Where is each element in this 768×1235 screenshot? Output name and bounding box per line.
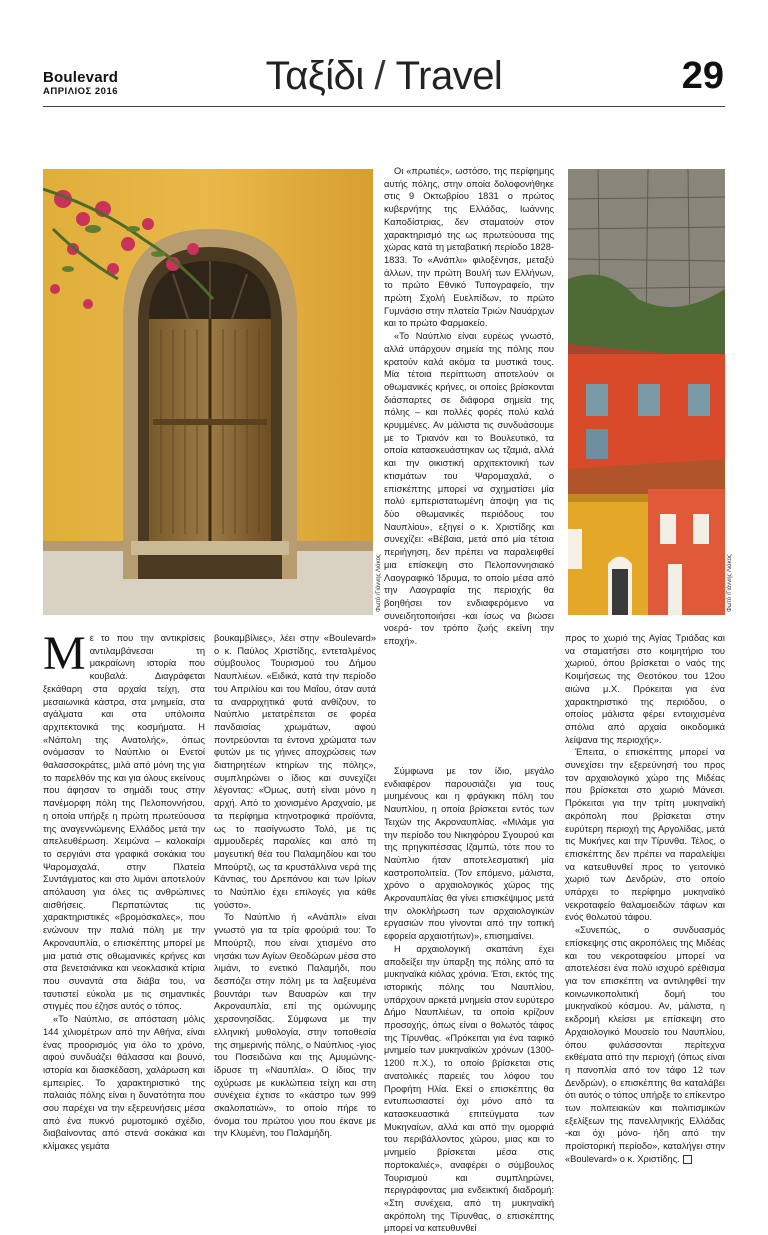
left-photo-credit: Φωτό /Γιάννης Λιάκος bbox=[376, 554, 382, 612]
lead-text: ε το που την αντικρίσεις αντιλαμβάνεσαι τη μακραίωνη ιστορία που κουβαλά. Διαγράφεται ξεκάθαρη στα αρχαία τείχη, στα μεσαιωνικά κάστρα, στα μνημεία, στα αγάλματα και στα υπόλοιπα αρχιτεκτονικά της κοσμήματα. Η «Νάπολη της Ανατολής», όπως ονόμασαν το Ναύπλιο οι Ενετοί θαλασσοκράτες, μιλά από μόνη της για το παρελθόν της και για όλους εκείνους που άφησαν το σημάδι τους στην πανέμορφη πόλη της Πελοποννήσου, η οποία υπήρξε η πρώτη πρωτεύουσα της αναγεννώμενης Ελλάδος μετά την απελευθέρωση. Χειμώνα – καλοκαίρι το σεργιάνι στα γραφικά σοκάκια του Ψαρομαχαλά, στην Πλατεία Συντάγματος και στο λιμάνι αποτελούν απόλαυση για όλες τις ανθρώπινες αισθήσεις. Περπατώντας τις χαρακτηριστικές «βρομόσκαλες», που ενώνουν την παλιά πόλη με την Ακροναυπλία, ο επισκέπτης μπορεί με μια ματιά στις οθωμανικές κρήνες και στα βενετσιάνικα και νεοκλασικά κτίρια που συναντά στα διάβα του, να ταυτιστεί εύκολα με τις σημαντικές στιγμές που έζησε αυτός ο τόπος. bbox=[43, 633, 205, 1012]
issue-date: ΑΠΡΙΛΙΟΣ 2016 bbox=[43, 86, 119, 97]
paragraph: «Το Ναύπλιο είναι ευρέως γνωστό, αλλά υπάρχουν σημεία της πόλης που κρατούν καλά ακόμα τα μυστικά τους. Μία τέτοια περίπτωση αποτελούν οι οθωμανικές κρήνες, οι οποίες βρίσκονται διάσπαρτες σε διάφορα σημεία της πόλης – και πολλές φορές πολύ καλά κρυμμένες. Αν μάλιστα τις συνδυάσουμε με το Τριανόν και το Βουλευτικό, τα οποία κατασκευάστηκαν ως τζαμιά, αλλά και την οικιστική αρχιτεκτονική των κτισμάτων του Ψαρομαχαλά, ο επισκέπτης μπορεί να σχηματίσει μία πολύ εμπεριστατωμένη άποψη για τις δύο οθωμανικές περιόδους του Ναυπλίου», εξηγεί ο κ. Χριστίδης και συνεχίζει: «Βέβαια, μετά από μία τέτοια περιήγηση, δεν πρέπει να παραλειφθεί μια επίσκεψη στο Πελοποννησιακό Λαογραφικό Ίδρυμα, το οποίο μέσα από την Λαογραφία της περιοχής θα βοηθήσει τον ενδιαφερόμενο να συνειδητοποιήσει -και ίσως να βιώσει νοερά- τον τρόπο ζωής εκείνη την εποχή». bbox=[384, 331, 554, 647]
column-2 bbox=[214, 632, 376, 1140]
paragraph: «Το Ναύπλιο, σε απόσταση μόλις 144 χιλιομέτρων από την Αθήνα, είναι ένας προορισμός για όλο το χρόνο, αφού συνδυάζει θάλασσα και βουνό, ιστορία και διασκέδαση, χαλάρωση και εμπειρίες. Το χαρακτηριστικό της παλαιάς πόλης είναι η δυνατότητα που σου παρέχει να την εξερευνήσεις μέσα από ένα πυκνό ρυμοτομικό σχέδιο, διαβαίνοντας από στενά σοκάκια και κλίμακες γεμάτα bbox=[43, 1014, 205, 1152]
paragraph: προς το χωριό της Αγίας Τριάδας και να σταματήσει στο κοιμητήριο του χωριού, όπου βρίσκεται ο ναός της Κοιμήσεως της Θεοτόκου του 12ου αιώνα μ.Χ. Πρόκειται για ένα χαρακτηριστικό της περιόδου, ο οποίος μάλιστα φέρει εντοιχισμένα σπόλια από αρχαία οικοδομικά λείψανα της περιοχής». bbox=[565, 633, 725, 745]
section-title-greek: Ταξίδι bbox=[265, 54, 364, 98]
section-title bbox=[0, 53, 768, 99]
column-1 bbox=[43, 627, 205, 1153]
drop-cap: Μ bbox=[43, 627, 86, 680]
paragraph: Σύμφωνα με τον ίδιο, μεγάλο ενδιαφέρον παρουσιάζει για τους μυημένους και η φράγκικη πόλη του Ναυπλίου, η οποία βρίσκεται εντός των Τειχών της Ακροναυπλίας. «Μιλάμε για την περίοδο του Νικηφόρου Σγουρού και της πρηγκιπέσσας Ιζαμπώ, τότε που το Ναύπλιο ήταν αποτελεσματική μία καστροπολιτεία. (Τον επόμενο, μάλιστα, χρόνο ο αρχαιολογικός χώρος της Ακροναυπλίας θα γίνει επισκέψιμος μετά την ολοκλήρωση των αρχαιολογικών εργασιών που γίνονται από την τοπική εφορεία αρχαιοτήτων)», επισημαίνει. bbox=[384, 766, 554, 942]
paragraph: Το Ναύπλιο ή «Ανάπλι» είναι γνωστό για τα τρία φρούριά του: Το Μπούρτζι, που είναι χτισμένο στο νησάκι των Αγίων Θεοδώρων μέσα στο λιμάνι, το ενετικό Παλαμήδι, που δεσπόζει στην πόλη με τα λαξευμένα βουντάρι των Βαυαρών και την Ακροναυπλία, επί της ομώνυμης χερσονησίδας. Σύμφωνα με την ελληνική μυθολογία, στην τοποθεσία της σημερινής πόλης, ο Ναύπλιος -γιος του Ποσειδώνα και της Αμυμώνης- ίδρυσε τη «Ναυπλία». Ο ίδιος την οχύρωσε με κυκλώπεια τείχη και στη συνέχεια έχτισε το «κάστρο των 999 σκαλοπατιών», το οποίο πήρε το όνομα του πρώτου γιου που έκανε με την Κλυμένη, του Παλαμήδη. bbox=[214, 912, 376, 1139]
column-3-lower bbox=[384, 765, 554, 1235]
paragraph: βουκαμβίλιες», λέει στην «Boulevard» ο κ. Παύλος Χριστίδης, εντεταλμένος σύμβουλος Τουρισμού του Δήμου Ναυπλιέων. «Ειδικά, κατά την περίοδο του Απριλίου και του Μαΐου, όταν αυτά τα αναρριχητικά φυτά ανθίζουν, το Ναύπλιο μετατρέπεται σε φορέα πανδαισίας χρωμάτων, αφού ποντρεύονται τα έντονα χρώματα των φυτών με τις γήινες αποχρώσεις των διατηρητέων κτηρίων της πόλης», συμπληρώνει ο ίδιος και συνεχίζει λέγοντας: «Όμως, αυτή είναι μόνο η αρχή. Από το χιονισμένο Αραχναίο, με τα περίφημα κτηνοτροφικά προϊόντα, ως το πασίγνωστο Τολό, με τις αμμουδερές παραλίες και από τη μαγευτική θέα του Παλαμηδίου και του Μπούρτζι, ως τα κρυστάλλινα νερά της Κάντιας, του Δρεπάνου και των Ιρίων το Ναύπλιο έχει επιλογές για κάθε γούστο». bbox=[214, 633, 376, 910]
section-title-english: Travel bbox=[395, 54, 503, 98]
lead-paragraph bbox=[43, 627, 205, 1013]
paragraph bbox=[565, 924, 725, 1165]
page-number: 29 bbox=[681, 55, 724, 97]
paragraph: Η αρχαιολογική σκαπάνη έχει αποδείξει την ύπαρξη της πόλης από τα μυκηναϊκά κιόλας χρόνια. Έτσι, εκτός της ιστορικής πόλης του Ναυπλίου, υπάρχουν αρκετά μνημεία στον ευρύτερο Δήμο Ναυπλιέων, τα οποία κρίζουν προσοχής, όπως είναι ο θολωτός τάφος της Τίρυνθας. «Πρόκειται για ένα ταφικό μνημείο των μυκηναϊκών χρόνων (1300-1200 π.Χ.), το οποίο βρίσκεται στις ανατολικές παρειές του λόφου του Προφήτη Ηλία. Εκεί ο επισκέπτης θα εντυπωσιαστεί όχι μόνο από τα κατασκευαστικά επιτεύγματα των Μυκηναίων, αλλά και από την ομορφιά του περιβάλλοντος χώρου, μιας και το μνημείο βρίσκεται μέσα στις πορτοκαλιές», αναφέρει ο σύμβουλος Τουρισμού και συμπληρώνει, περιγράφοντας μια ενδεικτική διαδρομή: «Στη συνέχεια, από τη μυκηναϊκή ακρόπολη της Τίρυνθας, ο επισκέπτης μπορεί να κατευθυνθεί bbox=[384, 943, 554, 1234]
houses-photo bbox=[568, 169, 725, 615]
paragraph: Οι «πρωτιές», ωστόσο, της περίφημης αυτής πόλης, στην οποία δολοφονήθηκε στις 9 Οκτωβρίου 1831 ο πρώτος κυβερνήτης της Ελλάδας, Ιωάννης Καποδίστριας, δεν σταματούν στον χαρακτηρισμό της ως πρωτεύουσα της χώρας κατά τη μεταβατική περίοδο 1828-1833. Το «Ανάπλι» φιλοξένησε, μεταξύ άλλων, την πρώτη Βουλή των Ελλήνων, το πρώτο Εθνικό Τυπογραφείο, την πρώτη Σχολή Ευελπίδων, το πρώτο Γυμνάσιο στην πλατεία Τριών Ναυάρχων και το πρώτο Φαρμακείο. bbox=[384, 166, 554, 329]
column-3-upper bbox=[384, 165, 554, 648]
door-photo bbox=[43, 169, 373, 615]
magazine-logo: Boulevard bbox=[43, 69, 119, 86]
houses-photo-illustration bbox=[568, 169, 725, 615]
column-4 bbox=[565, 632, 725, 1166]
header-rule bbox=[43, 106, 725, 107]
end-mark-icon bbox=[683, 1155, 692, 1164]
door-photo-illustration bbox=[43, 169, 373, 615]
paragraph: Έπειτα, ο επισκέπτης μπορεί να συνεχίσει την εξερεύνησή του προς τον αρχαιολογικό χώρο της Μιδέας που βρίσκεται στο χωριό Μάνεσι. Πρόκειται για την τρίτη μυκηναϊκή ακρόπολη που βρίσκεται στην ευρύτερη περιοχή της Αργολίδας, μετά τις Μυκήνες και την Τίρυνθα. Τέλος, ο επισκέπτης δεν πρέπει να παραλείψει να κατευθυνθεί προς το γειτονικό χωριό των Δενδρών, στο οποίο υπάρχει το περίφημο μυκηναϊκό νεκροταφείο θαλαμοειδών τάφων και ενός θολωτού τάφου. bbox=[565, 747, 725, 923]
section-title-separator: / bbox=[374, 54, 386, 98]
closing-text: «Συνεπώς, ο συνδυασμός επίσκεψης στις ακροπόλεις της Μιδέας και του νεκροταφείου μπορεί να αποτελέσει ένα πολύ ισχυρό ερέθισμα για τον επισκέπτη να αντιληφθεί την κοινωνικοπολιτική δομή του μυκηναϊκού κόσμου. Αν, μάλιστα, η εκδρομή κλείσει με επίσκεψη στο Αρχαιολογικό Μουσείο του Ναυπλίου, όπου φυλάσσονται περίτεχνα εκθέματα από την περιοχή (όπως είναι η πανοπλία από τον τάφο 12 των Δενδρών), ο επισκέπτης θα καταλάβει ότι αυτός ο τόπος υπήρξε το επίκεντρο των πολιτειακών και πολιτισμικών εξελίξεων της πανελληνικής Ελλάδας -και όχι μόνο- ήδη από την προϊστορική περίοδο», καταλήγει στην «Boulevard» ο κ. Χριστίδης. bbox=[565, 925, 725, 1164]
right-photo-credit: Φωτό /Γιάννης Λιάκος bbox=[727, 554, 733, 612]
